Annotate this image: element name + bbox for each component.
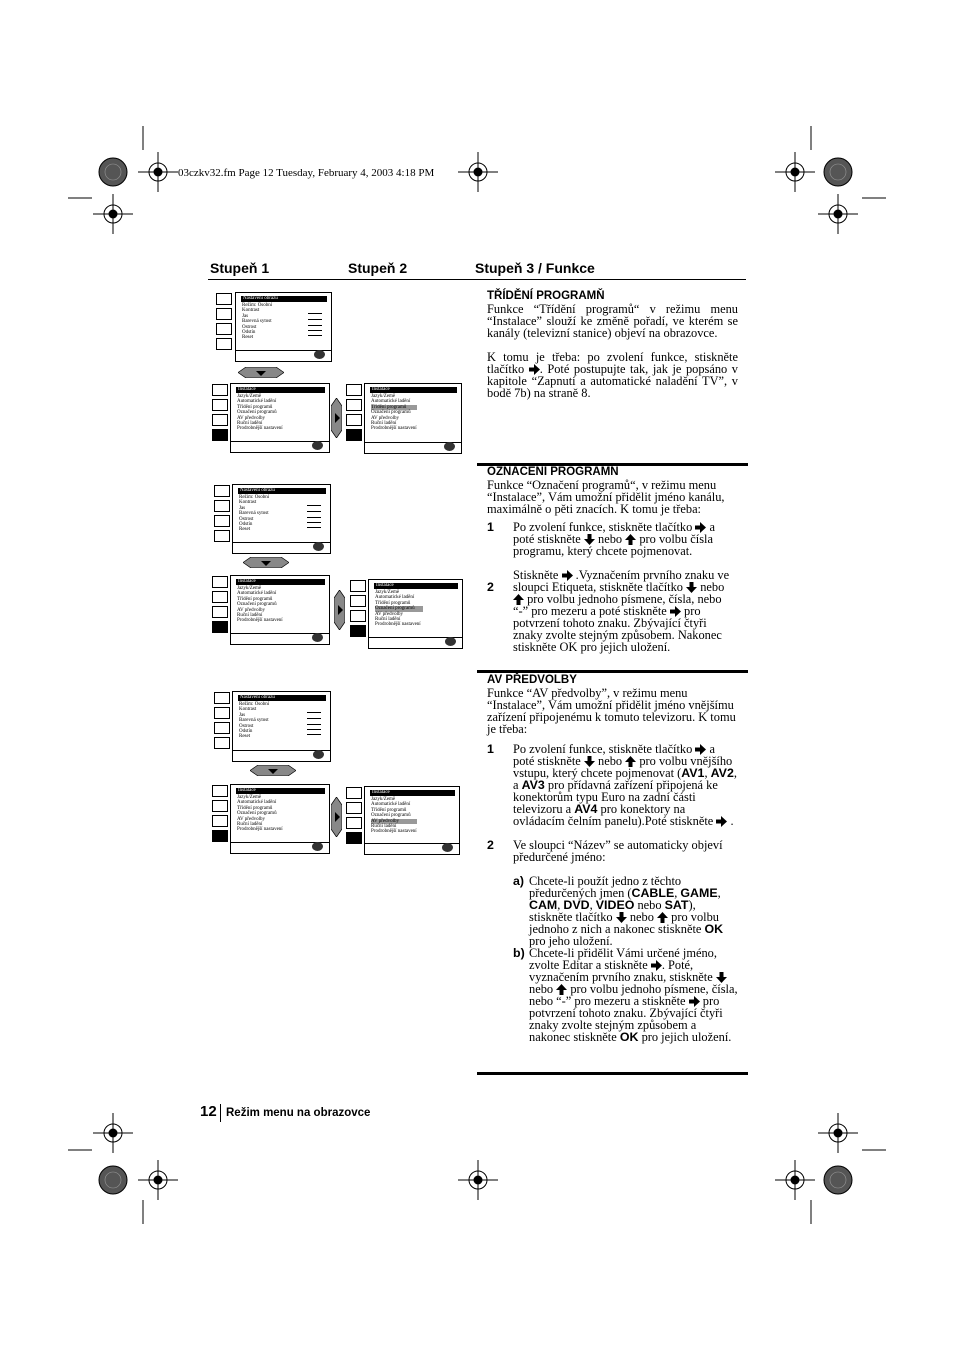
menu-item: Jas <box>239 505 246 511</box>
menu-item: Odstín <box>239 522 253 528</box>
menu-item: Kontrast <box>239 500 257 506</box>
menu-item-highlighted: Třídění programů <box>371 405 417 410</box>
step-3-heading: Stupeň 3 / Funkce <box>475 260 595 276</box>
menu-item: Odstín <box>239 729 253 735</box>
picture-menu-screen <box>232 691 331 762</box>
menu-icons <box>214 692 230 752</box>
menu-item: AV předvolby <box>371 415 400 421</box>
menu-item: Barevná sytost <box>239 718 269 724</box>
menu-item: Automatické ladění <box>371 802 411 808</box>
menu-item-highlighted: AV předvolby <box>371 819 417 824</box>
menu-item: Kontrast <box>239 707 257 713</box>
menu-icons <box>214 485 230 545</box>
menu-item: AV předvolby <box>237 607 266 613</box>
list-item: 2 Stiskněte .Vyznačením prvního znaku ve sloupci Etiqueta, stiskněte tlačítko nebo pro volbu jednoho písmene, čísla, nebo “-” pro mezeru a poté stiskněte pro potvrzení tohoto znaku. Zbývající čtyři znaky zvolte stejným způsobem. Nakonec stiskněte OK pro jejich uložení. <box>487 568 730 654</box>
install-menu-screen-av <box>364 786 460 855</box>
section-title-av: AV PŘEDVOLBY <box>487 674 577 686</box>
step-2-heading: Stupeň 2 <box>348 260 408 276</box>
timer-menu-icon <box>216 323 232 335</box>
menu-icons <box>216 293 232 353</box>
install-menu-screen <box>230 575 330 645</box>
right-arrow-icon <box>716 816 727 827</box>
menu-item: Režim: Osobní <box>242 303 273 308</box>
screen-title: Instalace <box>236 387 325 393</box>
paragraph: Funkce “AV předvolby”, v režimu menu “Instalace”, Vám umožní přidělit jméno vnějšímu zařízení připojenému k tomuto televizoru. K tomu je třeba: <box>487 686 736 736</box>
menu-item: Označení programů <box>371 813 411 819</box>
install-menu-icon <box>216 338 232 350</box>
picture-menu-icon <box>216 293 232 305</box>
menu-item: AV předvolby <box>237 415 266 421</box>
ok-button-icon <box>314 350 325 359</box>
install-menu-screen-sorting <box>364 383 462 454</box>
section-title-labeling: OZNAČENÍ PROGRAMŇ <box>487 466 619 478</box>
menu-item: Kontrast <box>242 308 260 314</box>
menu-item: Ostrost <box>239 723 254 729</box>
screen-title: Nastavení obrazu <box>238 488 326 494</box>
footer-title: Režim menu na obrazovce <box>226 1107 371 1119</box>
sub-item-b: b) Chcete-li přidělit Vámi určené jméno, zvolte Editar a stiskněte . Poté, vyznačením prvního znaku, stiskněte nebo pro volbu jednoho písmene, čísla, nebo “-” pro mezeru a stiskněte pro potvrzení tohoto znaku. Zbývající čtyři znaky zvolte stejným způsobem a nakonec stiskněte OK pro jejich uložení. <box>513 946 738 1044</box>
menu-item: Automatické ladění <box>371 399 411 405</box>
menu-item-highlighted: Označení programů <box>375 606 423 611</box>
page-number: 12 <box>200 1103 217 1120</box>
section-title-sorting: TŘÍDĚNÍ PROGRAMŇ <box>487 290 605 302</box>
screen-title: Instalace <box>236 579 325 585</box>
menu-item: Prodrobnější nastavení <box>371 829 417 835</box>
install-menu-screen-labeling <box>368 579 463 649</box>
menu-item: Automatické ladění <box>237 399 277 405</box>
menu-item: Ruční ladění <box>237 613 263 619</box>
menu-item: Automatické ladění <box>237 591 277 597</box>
menu-item: Barevná sytost <box>242 319 272 325</box>
screen-title: Instalace <box>236 788 325 794</box>
menu-item: Reset <box>239 734 251 740</box>
right-arrow-icon <box>331 398 342 438</box>
screen-title: Instalace <box>374 583 458 589</box>
menu-item: Prodrobnější nastavení <box>237 827 283 833</box>
file-header: 03czkv32.fm Page 12 Tuesday, February 4, 2003 4:18 PM <box>178 167 435 179</box>
picture-menu-screen <box>232 484 331 554</box>
picture-menu-screen <box>235 292 332 362</box>
list-item: 1 Po zvolení funkce, stiskněte tlačítko a poté stiskněte nebo pro volbu vnějšího vstupu, který chcete pojmenovat (AV1, AV2, a AV3 pro přídavná zařízení připojená ke konektorům typu Euro na zadní části televizoru a AV4 pro konektory na ovládacím čelním panelu).Poté stiskněte . <box>487 742 737 828</box>
paragraph: . Poté postupujte tak, jak je popsáno v kapitole “Zapnutí a automatické naladění TV”, v bodě 7b) na straně 8. <box>487 362 738 400</box>
menu-icons <box>212 384 228 444</box>
down-arrow-icon <box>243 557 289 568</box>
menu-item: Označení programů <box>237 602 277 608</box>
screen-title: Instalace <box>370 387 457 393</box>
menu-icons <box>212 785 228 845</box>
menu-item: Odstín <box>242 330 256 336</box>
section-body-sorting <box>487 303 738 399</box>
install-menu-icon-selected <box>212 429 228 441</box>
menu-item: Jazyk/Země <box>237 795 262 800</box>
menu-icons <box>346 787 362 847</box>
install-menu-screen <box>230 383 330 453</box>
menu-item: Označení programů <box>237 410 277 416</box>
screen-title: Nastavení obrazu <box>238 695 326 701</box>
menu-item: Režim: Osobní <box>239 702 270 707</box>
menu-icons <box>212 576 228 636</box>
menu-item: Třídění programů <box>237 404 273 410</box>
step-1-heading: Stupeň 1 <box>210 260 270 276</box>
section-rule <box>477 1072 748 1075</box>
menu-item: Barevná sytost <box>239 511 269 517</box>
menu-item: Prodrobnější nastavení <box>237 426 283 432</box>
menu-item: Reset <box>242 335 254 341</box>
paragraph: Funkce “Označení programů“, v režimu menu “Instalace”, Vám umožní přidělit jméno kanálu, maximálně o pěti znacích. K tomu je třeba: <box>487 478 725 516</box>
screen-title: Nastavení obrazu <box>241 296 327 302</box>
menu-item: Třídění programů <box>237 596 273 602</box>
menu-item: Ruční ladění <box>375 617 401 623</box>
menu-item: Třídění programů <box>375 600 411 606</box>
sound-menu-icon <box>216 308 232 320</box>
down-arrow-icon <box>250 765 296 776</box>
section-rule <box>477 670 748 673</box>
menu-item: AV předvolby <box>375 611 404 617</box>
down-arrow-icon <box>238 367 284 378</box>
menu-item: Jazyk/Země <box>375 590 400 595</box>
menu-item: Jas <box>242 313 249 319</box>
menu-item: Třídění programů <box>237 805 273 811</box>
paragraph: K tomu je třeba: po zvolení funkce, stiskněte tlačítko <box>487 350 738 376</box>
menu-item: Jazyk/Země <box>371 394 396 399</box>
menu-item: Ruční ladění <box>371 824 397 830</box>
menu-item: Třídění programů <box>371 807 407 813</box>
menu-item: Reset <box>239 527 251 533</box>
list-item: 2 Ve sloupci “Název” se automaticky objeví předurčené jméno: <box>487 838 723 864</box>
right-arrow-icon <box>331 797 342 837</box>
menu-item: Ruční ladění <box>371 421 397 427</box>
menu-item: Jazyk/Země <box>237 394 262 399</box>
menu-item: Ruční ladění <box>237 822 263 828</box>
menu-item: Prodrobnější nastavení <box>371 426 417 432</box>
menu-item: Ostrost <box>239 516 254 522</box>
list-item: 1 Po zvolení funkce, stiskněte tlačítko a poté stiskněte nebo pro volbu čísla programu, který chcete pojmenovat. <box>487 520 715 558</box>
menu-item: Ostrost <box>242 324 257 330</box>
section-body-av <box>487 687 738 1043</box>
menu-item: Jazyk/Země <box>371 797 396 802</box>
sub-item-a: a) Chcete-li použít jedno z těchto předurčených jmen (CABLE, GAME, CAM, DVD, VIDEO nebo SAT), stiskněte tlačítko nebo pro volbu jednoho z nich a nakonec stiskněte OK pro jeho uložení. <box>513 874 724 948</box>
menu-item: Jas <box>239 712 246 718</box>
menu-item: Režim: Osobní <box>239 495 270 500</box>
menu-icons <box>346 384 362 444</box>
menu-item: Označení programů <box>237 811 277 817</box>
paragraph: Funkce “Třídění programů“ v režimu menu “Instalace” slouží ke změně pořadí, ve kterém se kanály (televizní stanice) objeví na obrazovce. <box>487 302 738 340</box>
install-menu-screen <box>230 784 330 854</box>
menu-item: Prodrobnější nastavení <box>375 622 421 628</box>
menu-icons <box>350 580 366 640</box>
menu-item: Ruční ladění <box>237 421 263 427</box>
section-body-labeling <box>487 479 738 653</box>
menu-item: Prodrobnější nastavení <box>237 618 283 624</box>
menu-item: Označení programů <box>371 410 411 416</box>
right-arrow-icon <box>334 590 345 630</box>
menu-item: Automatické ladění <box>237 800 277 806</box>
menu-item: Automatické ladění <box>375 595 415 601</box>
screen-title: Instalace <box>370 790 455 796</box>
footer-divider <box>220 1104 221 1122</box>
heading-rule <box>208 279 746 280</box>
menu-item: Jazyk/Země <box>237 586 262 591</box>
menu-item: AV předvolby <box>237 816 266 822</box>
